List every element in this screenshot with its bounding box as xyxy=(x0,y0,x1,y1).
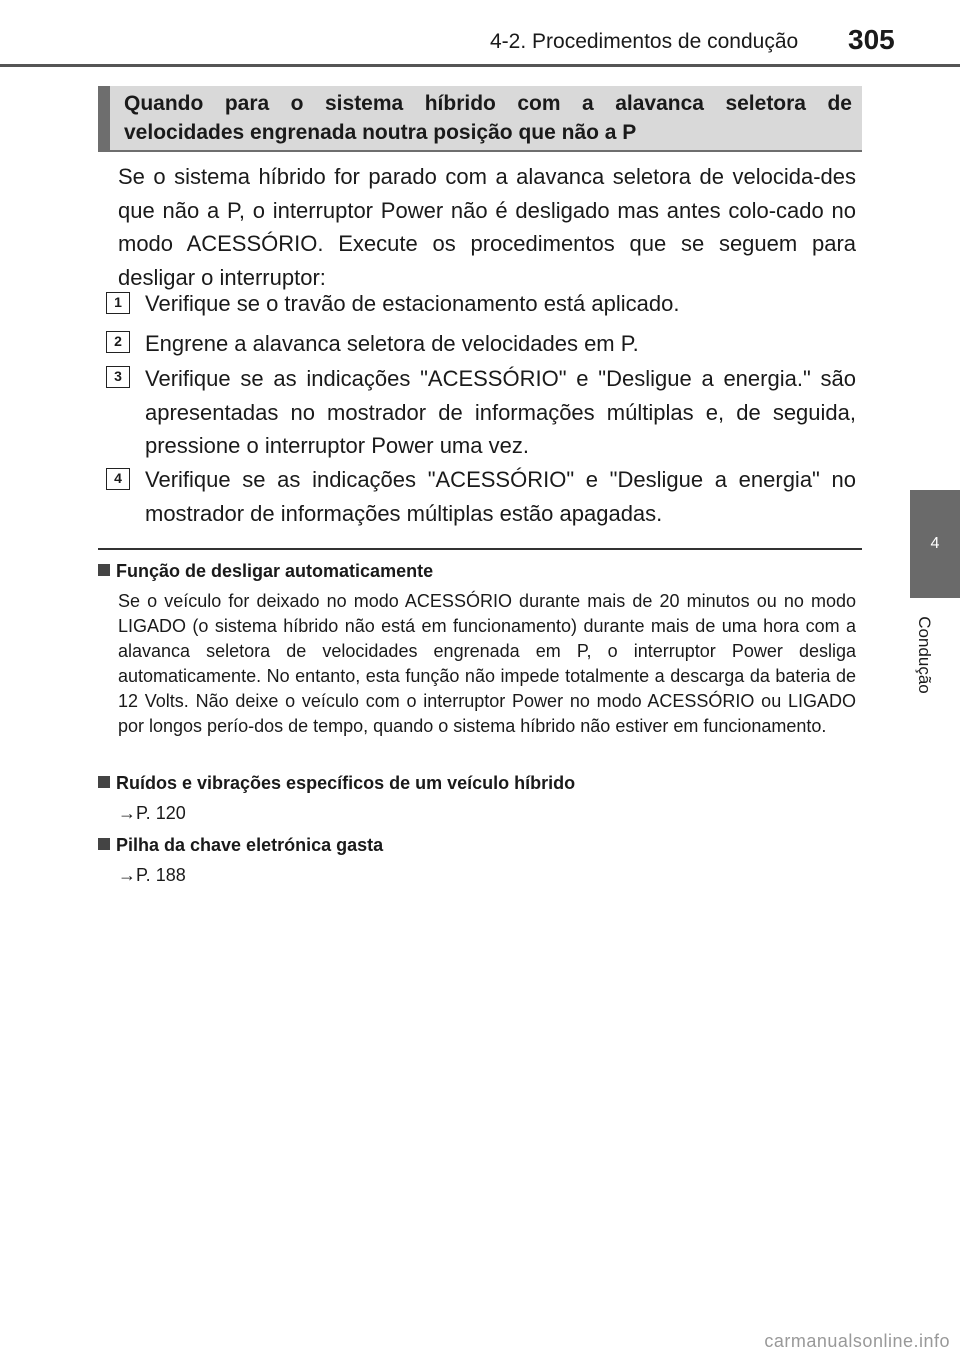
topic-title-box xyxy=(98,86,862,150)
note-heading-auto-off xyxy=(98,561,433,582)
square-bullet-icon xyxy=(98,838,110,850)
note-heading-text: Função de desligar automaticamente xyxy=(116,561,434,581)
step-text-3: Verifique se as indicações "ACESSÓRIO" e "Desligue a energia." são apresentadas no mostrador de informações múltiplas e, de seguida, pressione o interruptor Power uma vez. xyxy=(145,366,856,458)
step-text-2: Engrene a alavanca seletora de velocidades em P. xyxy=(145,331,639,356)
step-number-3: 3 xyxy=(106,366,130,388)
watermark: carmanualsonline.info xyxy=(764,1331,950,1351)
step-text-4: Verifique se as indicações "ACESSÓRIO" e "Desligue a energia" no mostrador de informações múltiplas estão apagadas. xyxy=(145,467,856,526)
note-heading-battery xyxy=(98,835,383,856)
intro-paragraph: Se o sistema híbrido for parado com a alavanca seletora de velocida-des que não a P, o interruptor Power não é desligado mas antes colo-cado no modo ACESSÓRIO. Execute os procedimentos que se seguem para desligar o interruptor: xyxy=(118,164,856,290)
section-divider xyxy=(98,548,862,550)
section-title: 4-2. Procedimentos de condução xyxy=(490,30,799,53)
note-heading-text: Ruídos e vibrações específicos de um veículo híbrido xyxy=(116,773,576,793)
topic-title-line1: Quando para o sistema híbrido com a alavanca seletora de xyxy=(124,92,852,115)
step-number-4: 4 xyxy=(106,468,130,490)
page-reference-link[interactable]: →P. 120 xyxy=(118,803,186,823)
chapter-label-text: Condução xyxy=(915,616,935,694)
note-heading-text: Pilha da chave eletrónica gasta xyxy=(116,835,384,855)
note-body-auto-off: Se o veículo for deixado no modo ACESSÓRIO durante mais de 20 minutos ou no modo LIGADO (o sistema híbrido não está em funcionamento) durante mais de uma hora com a alavanca seletora de velocidades engrenada em P, o interruptor Power desliga automaticamente. No entanto, esta função não impede totalmente a descarga da bateria de 12 Volts. Não deixe o veículo com o interruptor Power no modo ACESSÓRIO ou LIGADO por longos perío-dos de tempo, quando o sistema híbrido não estiver em funcionamento. xyxy=(118,591,856,736)
title-underline xyxy=(98,150,862,152)
square-bullet-icon xyxy=(98,564,110,576)
header-rule xyxy=(0,64,960,67)
chapter-tab: 4 xyxy=(910,490,960,598)
step-number-1: 1 xyxy=(106,292,130,314)
step-text-1: Verifique se o travão de estacionamento está aplicado. xyxy=(145,291,680,316)
note-heading-noise xyxy=(98,773,575,794)
square-bullet-icon xyxy=(98,776,110,788)
page-number: 305 xyxy=(848,24,895,55)
chapter-label xyxy=(888,600,960,710)
topic-title-line2: velocidades engrenada noutra posição que não a P xyxy=(124,121,637,144)
page-reference-link[interactable]: →P. 188 xyxy=(118,865,186,885)
step-number-2: 2 xyxy=(106,331,130,353)
